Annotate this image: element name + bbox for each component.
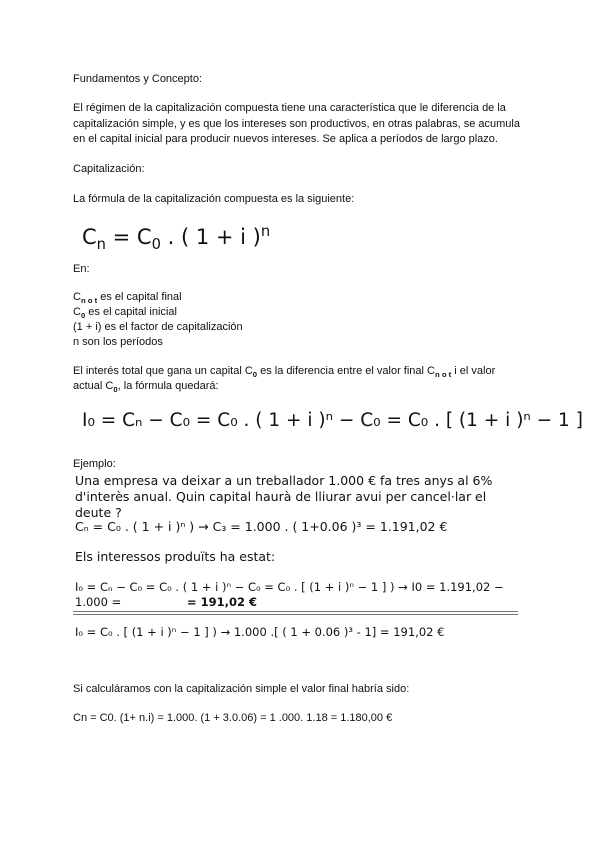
definition-c0: $C_0$ es el capital inicial — [73, 306, 177, 321]
definition-cn-text: es el capital final — [97, 291, 182, 303]
definition-cn: $C_{n o t}$ es el capital final — [73, 291, 182, 306]
simple-calc: Cn = C0. (1+ n.i) = 1.000. (1 + 3.0.06) = 1 .000. 1.18 = 1.180,00 € — [73, 712, 393, 724]
example-calc: Cₙ = C₀ . ( 1 + i )ⁿ ) → C₃ = 1.000 . ( 1+0.06 )³ = 1.191,02 € — [75, 519, 448, 534]
formula-eq: = C — [105, 225, 152, 249]
formula-c: C — [82, 225, 97, 249]
interest-calc-line1: I₀ = Cₙ − C₀ = C₀ . ( 1 + i )ⁿ − C₀ = C₀ . [ (1 + i )ⁿ − 1 ] ) → I0 = 1.191,02 − — [75, 580, 504, 594]
interest-calc-line2a: 1.000 = — [75, 595, 122, 609]
interest-intro-line1: El interés total que gana un capital $C_0$ es la diferencia entre el valor final $C_{n o t}$ i el valor — [73, 365, 496, 380]
formula-rest: . ( 1 + i ) — [160, 225, 261, 249]
formula-interest: I₀ = Cₙ − C₀ = C₀ . ( 1 + i )ⁿ − C₀ = C₀ . [ (1 + i )ⁿ − 1 ] — [82, 410, 583, 431]
definition-cn-sub: n o t — [80, 296, 98, 306]
formula-n-sub: n — [96, 236, 106, 254]
formula-intro: La fórmula de la capitalización compuesta es la siguiente: — [73, 193, 355, 205]
interest-intro-line2: actual $C_0$, la fórmula quedará: — [73, 380, 219, 395]
en-label: En: — [73, 263, 90, 275]
interest-heading: Els interessos produïts ha estat: — [75, 549, 276, 564]
definition-c0-sub: 0 — [80, 311, 86, 321]
formula-exp: n — [260, 223, 271, 240]
interest-calc-line2b: = 191,02 € — [187, 595, 258, 609]
definition-c0-text: es el capital inicial — [85, 306, 177, 318]
heading-fundamentos: Fundamentos y Concepto: — [73, 73, 203, 85]
formula-main — [82, 223, 271, 254]
definition-periods: n son los períodos — [73, 336, 163, 348]
example-statement: Una empresa va deixar a un treballador 1.000 € fa tres anys al 6% d'interès anual. Quin capital haurà de lliurar avui per cancel·lar el deute ? — [75, 473, 493, 520]
heading-capitalizacion: Capitalización: — [73, 163, 145, 175]
intro-paragraph: El régimen de la capitalización compuesta tiene una característica que le diferencia de la capitalización simple, y es que los intereses son productivos, en otras palabras, se acumula en el capital inicial para producir nuevos intereses. Se aplica a períodos de largo plazo. — [73, 102, 520, 145]
simple-intro: Si calculáramos con la capitalización simple el valor final habría sido: — [73, 683, 410, 695]
ejemplo-label: Ejemplo: — [73, 458, 116, 470]
interest-calc-alt: I₀ = C₀ . [ (1 + i )ⁿ − 1 ] ) → 1.000 .[ ( 1 + 0.06 )³ - 1] = 191,02 € — [75, 625, 445, 639]
formula-zero-sub: 0 — [151, 236, 161, 254]
divider-bottom — [73, 614, 518, 615]
definition-factor: (1 + i) es el factor de capitalización — [73, 321, 243, 333]
divider-top — [73, 611, 518, 612]
